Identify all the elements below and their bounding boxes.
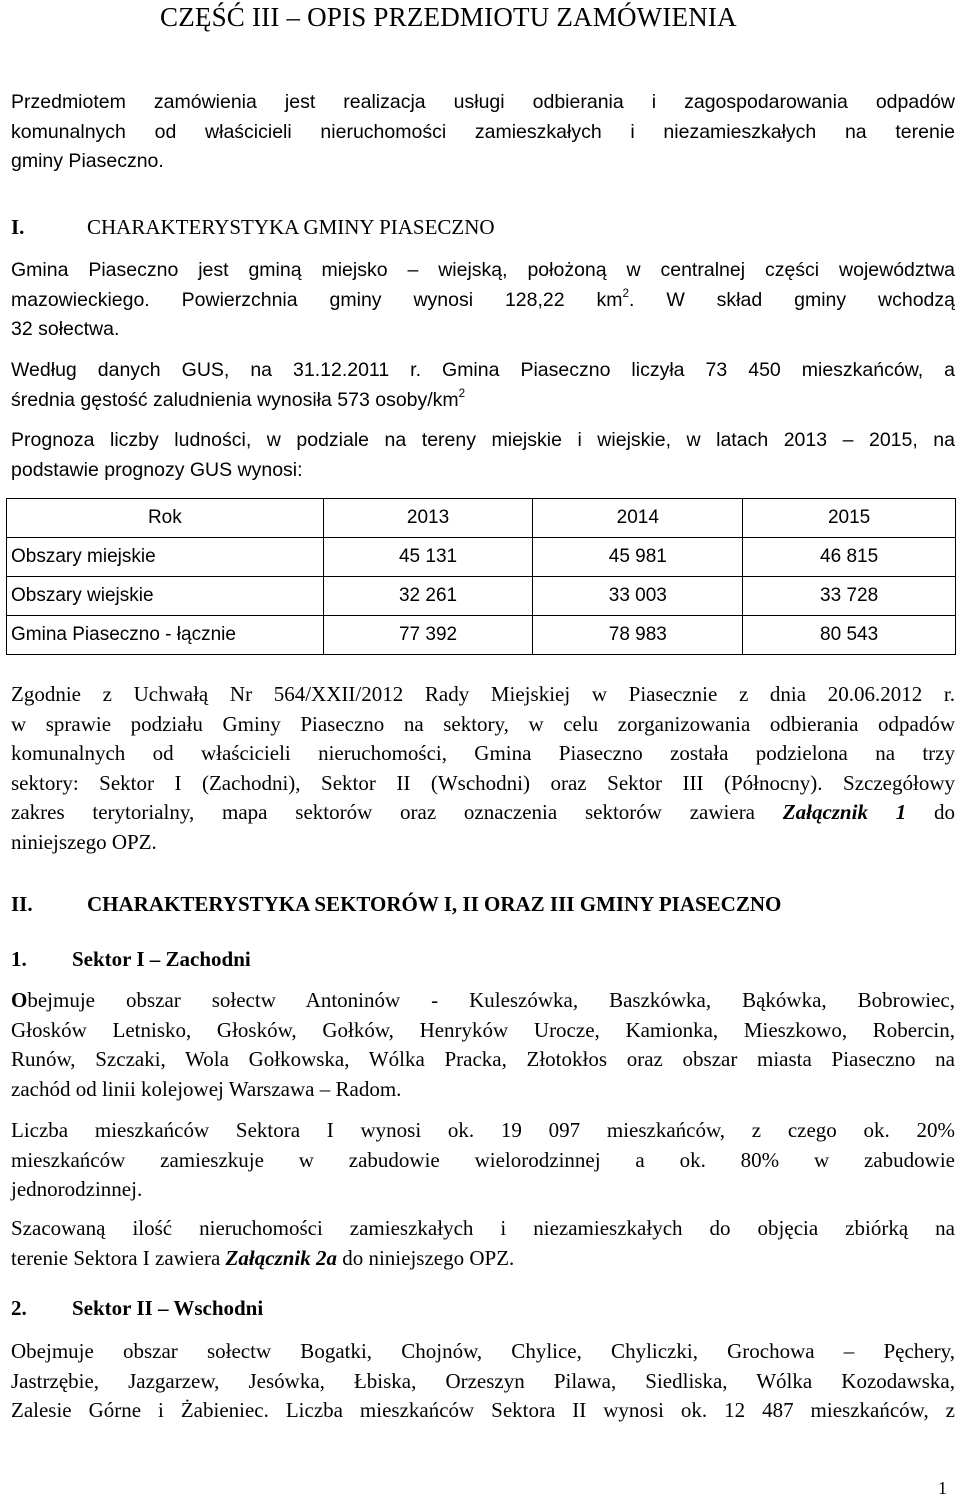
sector1-line: zachód od linii kolejowej Warszawa – Radom. <box>11 1076 402 1101</box>
sector1-number: 1. <box>11 947 27 971</box>
table-cell: 80 543 <box>743 616 956 655</box>
table-header-cell: 2015 <box>743 499 956 538</box>
sector1-line: Runów, Szczaki, Wola Gołkowska, Wólka Pracka, Złotokłos oraz obszar miasta Piaseczno na <box>11 1047 955 1071</box>
table-header-cell: Rok <box>7 499 324 538</box>
section1-number: I. <box>11 215 25 239</box>
area-superscript: 2 <box>622 286 630 300</box>
sector1-line: Głosków Letnisko, Głosków, Gołków, Henryków Urocze, Kamionka, Mieszkowo, Robercin, <box>11 1017 955 1042</box>
sector2-heading: Sektor II – Wschodni <box>72 1296 264 1320</box>
table-cell: 77 392 <box>323 616 533 655</box>
attachment-2a-ref: Załącznik 2a <box>225 1245 337 1270</box>
population-line: Według danych GUS, na 31.12.2011 r. Gmina Piaseczno liczyła 73 450 mieszkańców, a <box>11 359 955 381</box>
table-cell: 78 983 <box>533 616 743 655</box>
sector2-line: Zalesie Górne i Żabieniec. Liczba mieszkańców Sektora II wynosi ok. 12 487 mieszkańców, z <box>11 1398 955 1422</box>
properties-line <box>11 1244 955 1274</box>
intro-line: komunalnych od właścicieli nieruchomości zamieszkałych i niezamieszkałych na terenie <box>11 120 955 143</box>
table-header-cell: 2014 <box>533 499 743 538</box>
resolution-line: sektory: Sektor I (Zachodni), Sektor II (Wschodni) oraz Sektor III (Północny). Szczegółowy <box>11 770 955 795</box>
section1-paragraph-population <box>11 356 955 415</box>
section2-heading: CHARAKTERYSTYKA SEKTORÓW I, II ORAZ III GMINY PIASECZNO <box>87 892 782 916</box>
intro-line: gminy Piaseczno. <box>11 150 164 172</box>
sector1-paragraph-area <box>11 986 955 1104</box>
resolution-line: w sprawie podziału Gminy Piaseczno na sektory, w celu zorganizowania odbierania odpadów <box>11 711 955 736</box>
sector1-paragraph-residents <box>11 1116 955 1205</box>
section1-heading: CHARAKTERYSTYKA GMINY PIASECZNO <box>87 215 495 239</box>
table-cell: Obszary miejskie <box>7 538 324 577</box>
resolution-line: Zgodnie z Uchwałą Nr 564/XXII/2012 Rady Miejskiej w Piasecznie z dnia 20.06.2012 r. <box>11 682 955 706</box>
residents-line: mieszkańców zamieszkuje w zabudowie wielorodzinnej a ok. 80% w zabudowie <box>11 1147 955 1172</box>
sector1-paragraph-properties <box>11 1214 955 1273</box>
resolution-line <box>11 798 955 828</box>
density-text: średnia gęstość zaludnienia wynosiła 573 osoby/km <box>11 388 459 411</box>
properties-line: Szacowaną ilość nieruchomości zamieszkałych i niezamieszkałych do objęcia zbiórką na <box>11 1216 955 1240</box>
density-superscript: 2 <box>458 386 466 400</box>
sector1-line <box>11 986 955 1016</box>
section1-paragraph-forecast <box>11 426 955 485</box>
resolution-paragraph <box>11 680 955 857</box>
table-row <box>7 616 956 655</box>
table-cell: 32 261 <box>323 577 533 616</box>
table-cell: 33 003 <box>533 577 743 616</box>
sector2-number: 2. <box>11 1296 27 1320</box>
resolution-line: niniejszego OPZ. <box>11 829 157 854</box>
page-title: CZĘŚĆ III – OPIS PRZEDMIOTU ZAMÓWIENIA <box>160 2 737 32</box>
residents-line: jednorodzinnej. <box>11 1177 143 1201</box>
area-text-cont: . W skład gminy wchodzą <box>629 288 955 311</box>
table-cell: 45 981 <box>533 538 743 577</box>
population-table <box>6 498 956 655</box>
resolution-text: do <box>906 800 956 824</box>
intro-line: Przedmiotem zamówienia jest realizacja usługi odbierania i zagospodarowania odpadów <box>11 91 955 113</box>
sector2-line: Jastrzębie, Jazgarzew, Jesówka, Łbiska, Orzeszyn Pilawa, Siedliska, Wólka Kozodawska, <box>11 1368 955 1393</box>
resolution-text: zakres terytorialny, mapa sektorów oraz oznaczenia sektorów zawiera <box>11 800 783 824</box>
table-cell: 45 131 <box>323 538 533 577</box>
sector1-text: bejmuje obszar sołectw Antoninów - Kuleszówka, Baszkówka, Bąkówka, Bobrowiec, <box>27 988 955 1012</box>
section1-line: Gmina Piaseczno jest gminą miejsko – wiejską, położoną w centralnej części województwa <box>11 259 955 281</box>
dropcap-letter: O <box>11 988 28 1012</box>
section2-number: II. <box>11 892 33 916</box>
table-cell: Obszary wiejskie <box>7 577 324 616</box>
table-row <box>7 538 956 577</box>
sector1-heading: Sektor I – Zachodni <box>72 947 251 971</box>
table-cell: 46 815 <box>743 538 956 577</box>
page-number: 1 <box>938 1478 947 1498</box>
table-row <box>7 577 956 616</box>
forecast-line: podstawie prognozy GUS wynosi: <box>11 458 303 481</box>
attachment-1-ref: Załącznik 1 <box>782 800 907 824</box>
area-text: mazowieckiego. Powierzchnia gminy wynosi 128,22 km <box>11 288 623 311</box>
section1-line <box>11 286 955 316</box>
table-cell: Gmina Piaseczno - łącznie <box>7 616 324 655</box>
forecast-line: Prognoza liczby ludności, w podziale na tereny miejskie i wiejskie, w latach 2013 – 2015, na <box>11 429 955 451</box>
resolution-line: komunalnych od właścicieli nieruchomości, Gmina Piaseczno została podzielona na trzy <box>11 741 955 765</box>
properties-text: terenie Sektora I zawiera <box>11 1245 226 1270</box>
section1-line: 32 sołectwa. <box>11 318 120 340</box>
table-header-row <box>7 499 956 538</box>
residents-line: Liczba mieszkańców Sektora I wynosi ok. 19 097 mieszkańców, z czego ok. 20% <box>11 1118 955 1142</box>
sector2-paragraph <box>11 1337 955 1426</box>
table-cell: 33 728 <box>743 577 956 616</box>
population-line <box>11 386 955 416</box>
properties-text: do niniejszego OPZ. <box>336 1245 515 1270</box>
sector2-line: Obejmuje obszar sołectw Bogatki, Chojnów, Chylice, Chyliczki, Grochowa – Pęchery, <box>11 1339 955 1363</box>
table-header-cell: 2013 <box>323 499 533 538</box>
section1-paragraph-area <box>11 256 955 345</box>
intro-paragraph <box>11 88 955 177</box>
